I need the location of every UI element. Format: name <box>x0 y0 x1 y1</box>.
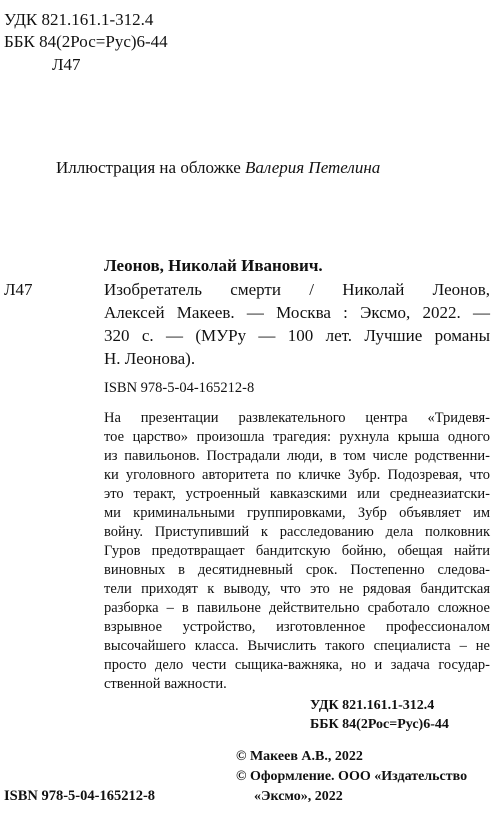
annotation-line: тели приходят к выводу, что это не рядовая бандитская <box>104 581 490 597</box>
annotation-line: из павильонов. Пострадали люди, в том числе родственни- <box>104 448 490 464</box>
bib-line: Изобретатель смерти / Николай Леонов, <box>104 280 490 299</box>
author-sign-top: Л47 <box>52 55 81 74</box>
copyright-line: © Макеев А.В., 2022 <box>236 749 363 764</box>
annotation-line: ственной важности. <box>104 676 227 692</box>
annotation-line: взрывное устройство, изготовленное профессионалом <box>104 619 490 635</box>
udk-bottom: УДК 821.161.1-312.4 <box>310 698 435 713</box>
annotation-line: высочайшего класса. Вычислить такого специалиста – не <box>104 638 490 654</box>
annotation-line: это теракт, устроенный кавказскими или среднеазиатски- <box>104 486 490 502</box>
author-heading: Леонов, Николай Иванович. <box>104 256 323 275</box>
copyright-line: «Эксмо», 2022 <box>254 789 343 804</box>
bbk-bottom: ББК 84(2Рос=Рус)6-44 <box>310 717 449 732</box>
illustration-prefix: Иллюстрация на обложке <box>56 158 245 177</box>
annotation-line: ми криминальными группировками, Зубр объявляет им <box>104 505 490 521</box>
isbn-footer: ISBN 978-5-04-165212-8 <box>4 788 156 804</box>
bbk-top: ББК 84(2Рос=Рус)6-44 <box>4 32 168 51</box>
author-sign: Л47 <box>4 280 33 299</box>
bib-line: 320 с. — (МУРу — 100 лет. Лучшие романы <box>104 326 490 345</box>
annotation-line: разборка – в павильоне действительно сработало сложное <box>104 600 490 616</box>
bib-line: Алексей Макеев. — Москва : Эксмо, 2022. — <box>104 303 490 322</box>
annotation-line: ки уголовного авторитета по кличке Зубр. Подозревая, что <box>104 467 490 483</box>
udk-top: УДК 821.161.1-312.4 <box>4 10 154 29</box>
bib-line: Н. Леонова). <box>104 349 196 368</box>
isbn-bib: ISBN 978-5-04-165212-8 <box>104 380 255 396</box>
annotation-line: просто дело чести сыщика-важняка, но и задача государ- <box>104 657 490 673</box>
annotation-line: На презентации развлекательного центра «Тридевя- <box>104 410 490 426</box>
copyright-line: © Оформление. ООО «Издательство <box>236 769 468 784</box>
annotation-line: виновных в десятидневный срок. Постепенно следова- <box>104 562 490 578</box>
annotation-line: тое царство» произошла трагедия: рухнула крыша одного <box>104 429 490 445</box>
illustration-artist: Валерия Петелина <box>245 158 381 177</box>
illustration-credit <box>56 158 380 178</box>
annotation-line: Гуров предотвращает бандитскую бойню, обещая найти <box>104 543 490 559</box>
annotation-line: войну. Приступивший к расследованию дела полковник <box>104 524 490 540</box>
